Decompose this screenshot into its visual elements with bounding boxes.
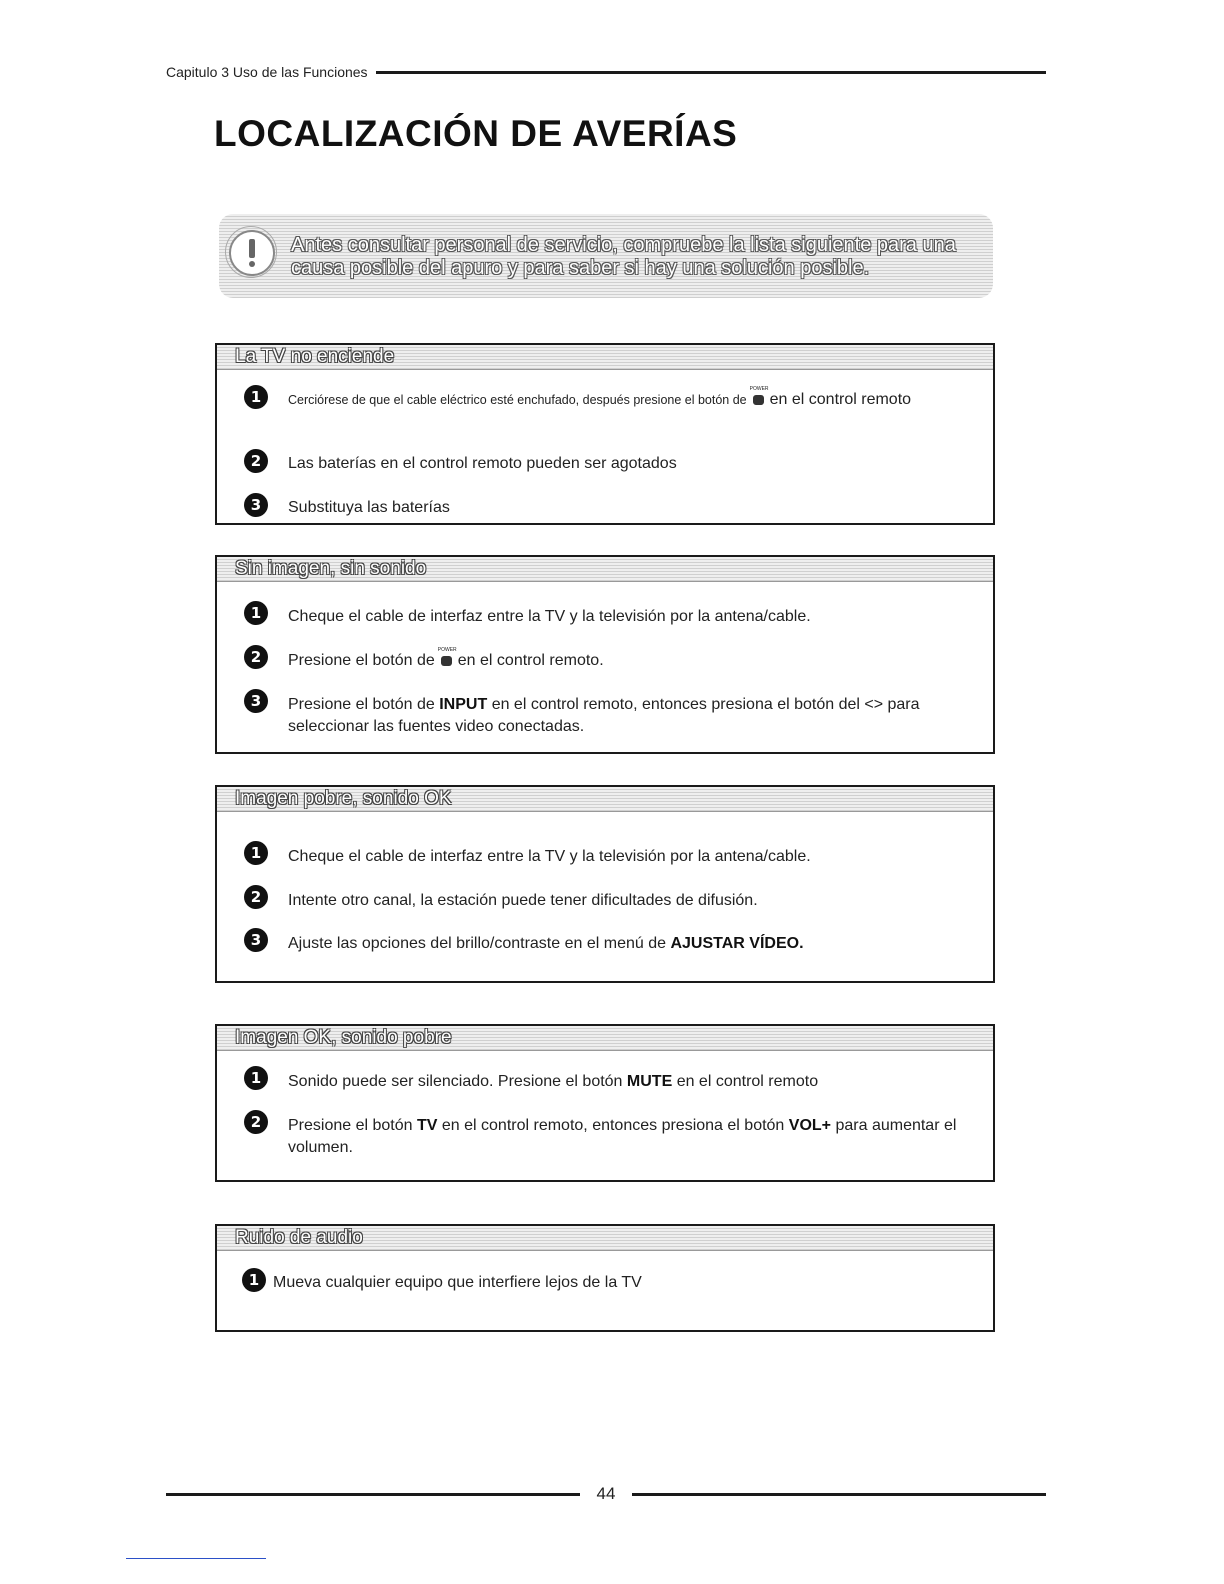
item-text: Substituya las baterías [288, 499, 450, 516]
item-text: Cheque el cable de interfaz entre la TV y la televisión por la antena/cable. [288, 848, 811, 865]
section-header [217, 787, 993, 812]
page-number: 44 [596, 1484, 616, 1503]
exclamation-icon [229, 230, 275, 276]
notice-banner [219, 214, 993, 298]
item-text: Sonido puede ser silenciado. Presione el botón MUTE en el control remoto [288, 1073, 819, 1090]
number-badge-1: 1 [244, 841, 268, 865]
number-badge-3: 3 [244, 493, 268, 517]
bottom-line [126, 1558, 266, 1559]
page-title: LOCALIZACIÓN DE AVERÍAS [214, 113, 738, 154]
footer-rule-left [166, 1493, 580, 1496]
chapter-label: Capitulo 3 Uso de las Funciones [166, 62, 376, 82]
item-text: Presione el botón de INPUT en el control remoto, entonces presiona el botón del <> para seleccionar las fuentes video conectadas. [288, 696, 920, 735]
section-header [217, 1026, 993, 1051]
section-ruido-de-audio [215, 1224, 995, 1332]
section-title: Imagen OK, sonido pobre [235, 1027, 452, 1048]
item-text: Intente otro canal, la estación puede tener dificultades de difusión. [288, 892, 758, 909]
item-text: Las baterías en el control remoto pueden ser agotados [288, 455, 677, 472]
chapter-header [166, 62, 1046, 82]
number-badge-1: 1 [244, 1066, 268, 1090]
section-title: Sin imagen, sin sonido [235, 558, 427, 579]
section-header [217, 557, 993, 582]
item-text: Presione el botón dePOWER en el control remoto. [288, 650, 963, 672]
number-badge-2: 2 [244, 885, 268, 909]
footer-rule-right [632, 1493, 1046, 1496]
notice-text: Antes consultar personal de servicio, compruebe la lista siguiente para una causa posible del apuro y para saber si hay una solución posible. [291, 234, 956, 279]
item-text: Ajuste las opciones del brillo/contraste en el menú de AJUSTAR VÍDEO. [288, 935, 804, 952]
section-imagen-pobre-sonido-ok [215, 785, 995, 983]
number-badge-1: 1 [244, 601, 268, 625]
section-tv-no-enciende [215, 343, 995, 525]
power-button-icon [753, 395, 764, 405]
section-header [217, 1226, 993, 1251]
item-text: Cerciórese de que el cable eléctrico esté enchufado, después presione el botón dePOWER en el control remoto [288, 389, 963, 411]
number-badge-2: 2 [244, 645, 268, 669]
page-footer [166, 1482, 1046, 1506]
number-badge-1: 1 [242, 1268, 266, 1292]
item-text: Cheque el cable de interfaz entre la TV y la televisión por la antena/cable. [288, 608, 811, 625]
number-badge-3: 3 [244, 689, 268, 713]
number-badge-3: 3 [244, 928, 268, 952]
number-badge-1: 1 [244, 385, 268, 409]
section-title: Ruido de audio [235, 1227, 363, 1248]
section-title: La TV no enciende [235, 346, 395, 367]
section-imagen-ok-sonido-pobre [215, 1024, 995, 1182]
section-sin-imagen-sin-sonido [215, 555, 995, 754]
section-title: Imagen pobre, sonido OK [235, 788, 452, 809]
number-badge-2: 2 [244, 1110, 268, 1134]
item-text: Mueva cualquier equipo que interfiere lejos de la TV [273, 1274, 642, 1291]
power-button-icon [441, 656, 452, 666]
item-text: Presione el botón TV en el control remoto, entonces presiona el botón VOL+ para aumentar el volumen. [288, 1117, 957, 1156]
number-badge-2: 2 [244, 449, 268, 473]
section-header [217, 345, 993, 370]
